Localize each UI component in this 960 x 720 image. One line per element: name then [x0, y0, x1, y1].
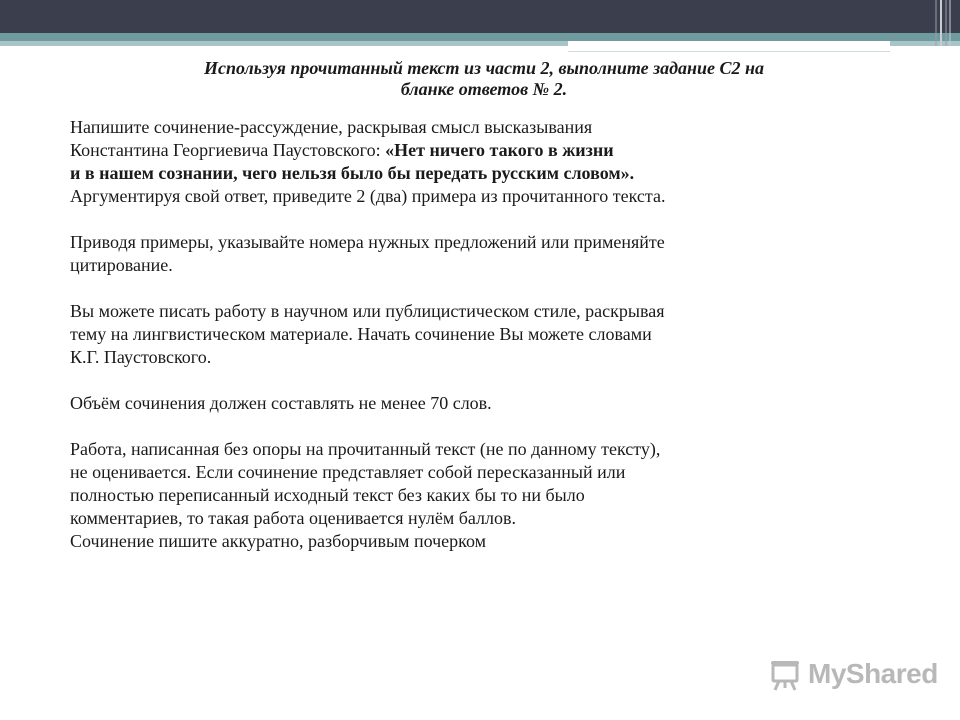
text-line: цитирование. [70, 255, 173, 275]
text-line [70, 162, 910, 185]
text-line [70, 139, 910, 162]
myshared-watermark [768, 656, 938, 696]
text-line: тему на лингвистическом материале. Начать сочинение Вы можете словами [70, 324, 652, 344]
text-line: Объём сочинения должен составлять не менее 70 слов. [70, 393, 492, 413]
slide-title-tab [568, 41, 890, 52]
essay-instructions-paragraph [70, 116, 910, 208]
slide-accent-stripe-light [0, 41, 568, 46]
examples-paragraph [70, 231, 910, 277]
style-paragraph [70, 300, 910, 369]
quote-end: и в нашем сознании, чего нельзя было бы передать русским словом». [70, 163, 635, 183]
text-line: К.Г. Паустовского. [70, 347, 212, 367]
text-line: Напишите сочинение-рассуждение, раскрывая смысл высказывания [70, 117, 593, 137]
text-line: Работа, написанная без опоры на прочитанный текст (не по данному тексту), [70, 439, 661, 459]
watermark-text: MyShared [808, 658, 938, 689]
text-line: Сочинение пишите аккуратно, разборчивым почерком [70, 531, 487, 551]
grading-paragraph [70, 438, 910, 553]
text-line: комментариев, то такая работа оценивается нулём баллов. [70, 508, 516, 528]
text-line: Вы можете писать работу в научном или публицистическом стиле, раскрывая [70, 301, 665, 321]
slide-top-bar [0, 0, 960, 33]
text-line: Приводя примеры, указывайте номера нужных предложений или применяйте [70, 232, 665, 252]
length-paragraph [70, 392, 910, 415]
quote-start: «Нет ничего такого в жизни [385, 140, 614, 160]
heading-line: бланке ответов № 2. [400, 79, 568, 99]
task-heading [70, 58, 910, 100]
projector-screen-icon [768, 658, 802, 692]
decorative-vertical-lines [928, 0, 960, 46]
text-line: Аргументируя свой ответ, приведите 2 (два) примера из прочитанного текста. [70, 186, 666, 206]
text-line: не оценивается. Если сочинение представляет собой пересказанный или [70, 462, 626, 482]
slide-accent-stripe [0, 33, 960, 41]
heading-line: Используя прочитанный текст из части 2, выполните задание С2 на [203, 58, 765, 78]
author-intro: Константина Георгиевича Паустовского: [70, 140, 386, 160]
slide-content [70, 58, 910, 553]
text-line: полностью переписанный исходный текст без каких бы то ни было [70, 485, 585, 505]
